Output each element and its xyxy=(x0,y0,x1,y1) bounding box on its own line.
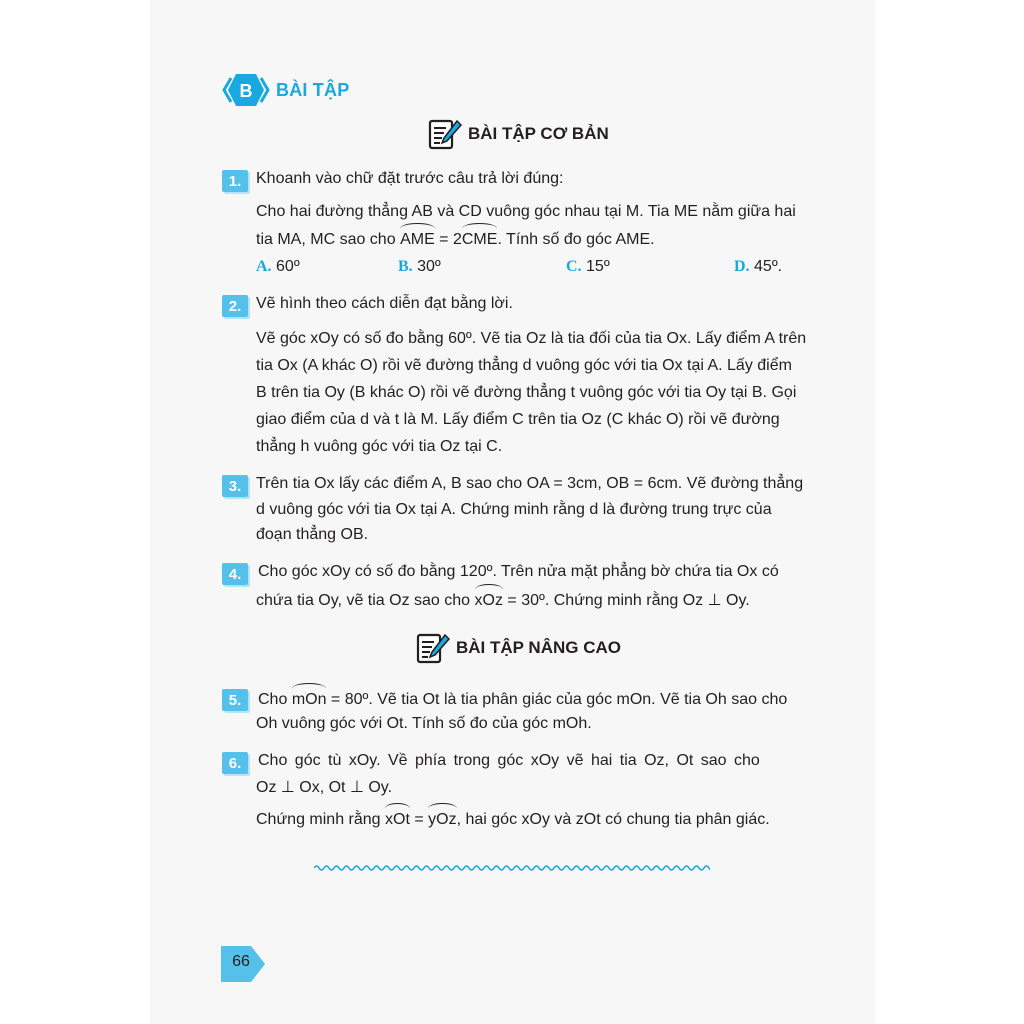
question-4-line-2-a: chứa tia Oy, vẽ tia Oz sao cho xyxy=(256,592,471,609)
question-1-line-1: Cho hai đường thẳng AB và CD vuông góc nhau tại M. Tia ME nằm giữa hai xyxy=(256,203,796,220)
basic-exercises-title: BÀI TẬP CƠ BẢN xyxy=(468,124,609,143)
question-2-line-1: Vẽ góc xOy có số đo bằng 60º. Vẽ tia Oz là tia đối của tia Ox. Lấy điểm A trên xyxy=(256,330,807,347)
question-2-lead: Vẽ hình theo cách diễn đạt bằng lời. xyxy=(256,295,513,312)
question-6-line-3-b: , hai góc xOy và zOt có chung tia phân giác. xyxy=(456,811,770,828)
section-title: BÀI TẬP xyxy=(276,79,350,100)
question-1-lead: Khoanh vào chữ đặt trước câu trả lời đúng: xyxy=(256,170,564,187)
advanced-exercises-heading xyxy=(416,632,621,664)
question-4-line-2 xyxy=(256,590,750,610)
question-6-eq: = xyxy=(409,811,429,828)
angle-yoz: yOz xyxy=(428,811,457,828)
question-1-number: 1. xyxy=(222,170,248,192)
notepad-pencil-icon xyxy=(428,118,462,150)
question-5-line-1-b: = 80º. Vẽ tia Ot là tia phân giác của góc mOn. Vẽ tia Oh sao cho xyxy=(326,691,788,708)
option-b-value: 30º xyxy=(417,258,441,275)
angle-xot: xOt xyxy=(385,811,410,828)
option-d-value: 45º. xyxy=(754,258,783,275)
question-3-line-2: d vuông góc với tia Ox tại A. Chứng minh rằng d là đường trung trực của xyxy=(256,501,772,518)
option-b xyxy=(398,258,441,276)
option-b-letter: B. xyxy=(398,258,413,275)
question-6-line-3-a: Chứng minh rằng xyxy=(256,811,381,828)
question-5-line-1 xyxy=(258,689,787,709)
question-3-number: 3. xyxy=(222,475,248,497)
question-5-line-1-a: Cho xyxy=(258,691,288,708)
angle-ame: AME xyxy=(400,231,435,248)
advanced-exercises-title: BÀI TẬP NÂNG CAO xyxy=(456,638,621,657)
option-d-letter: D. xyxy=(734,258,750,275)
section-badge-icon xyxy=(222,70,270,110)
question-6-number: 6. xyxy=(222,752,248,774)
wave-divider xyxy=(314,858,710,878)
option-a-value: 60º xyxy=(276,258,300,275)
question-6-line-3 xyxy=(256,809,770,829)
question-6-line-1: Cho góc tù xOy. Về phía trong góc xOy vẽ hai tia Oz, Ot sao cho xyxy=(258,752,760,769)
angle-mon: mOn xyxy=(291,691,327,708)
option-c-value: 15º xyxy=(586,258,610,275)
question-1-eq: = 2 xyxy=(434,231,462,248)
option-a-letter: A. xyxy=(256,258,272,275)
section-header xyxy=(222,70,349,110)
question-2-line-3: B trên tia Oy (B khác O) rồi vẽ đường thẳng t vuông góc với tia Oy tại B. Gọi xyxy=(256,384,797,401)
question-2-line-4: giao điểm của d và t là M. Lấy điểm C trên tia Oz (C khác O) rồi vẽ đường xyxy=(256,411,780,428)
angle-xoz: xOz xyxy=(474,592,503,609)
question-5-line-2: Oh vuông góc với Ot. Tính số đo của góc mOh. xyxy=(256,715,592,732)
option-c-letter: C. xyxy=(566,258,582,275)
page-number: 66 xyxy=(232,953,250,970)
option-a xyxy=(256,258,300,276)
question-3-line-3: đoạn thẳng OB. xyxy=(256,526,369,543)
question-2-line-5: thẳng h vuông góc với tia Oz tại C. xyxy=(256,438,503,455)
question-4-line-2-b: = 30º. Chứng minh rằng Oz ⊥ Oy. xyxy=(502,592,750,609)
section-badge-letter: B xyxy=(239,81,253,101)
question-4-number: 4. xyxy=(222,563,248,585)
option-d xyxy=(734,258,782,276)
option-c xyxy=(566,258,610,276)
question-1-line-2 xyxy=(256,229,655,249)
angle-cme: CME xyxy=(461,231,498,248)
question-1-line-2-a: tia MA, MC sao cho xyxy=(256,231,396,248)
question-3-line-1: Trên tia Ox lấy các điểm A, B sao cho OA = 3cm, OB = 6cm. Vẽ đường thẳng xyxy=(256,475,804,492)
question-2-number: 2. xyxy=(222,295,248,317)
question-2-line-2: tia Ox (A khác O) rồi vẽ đường thẳng d vuông góc với tia Ox tại A. Lấy điểm xyxy=(256,357,792,374)
basic-exercises-heading xyxy=(428,118,609,150)
question-5-number: 5. xyxy=(222,689,248,711)
question-6-line-2: Oz ⊥ Ox, Ot ⊥ Oy. xyxy=(256,779,393,796)
notepad-pencil-icon xyxy=(416,632,450,664)
question-4-line-1: Cho góc xOy có số đo bằng 120º. Trên nửa mặt phẳng bờ chứa tia Ox có xyxy=(258,563,779,580)
question-1-line-2-b: . Tính số đo góc AME. xyxy=(497,231,655,248)
